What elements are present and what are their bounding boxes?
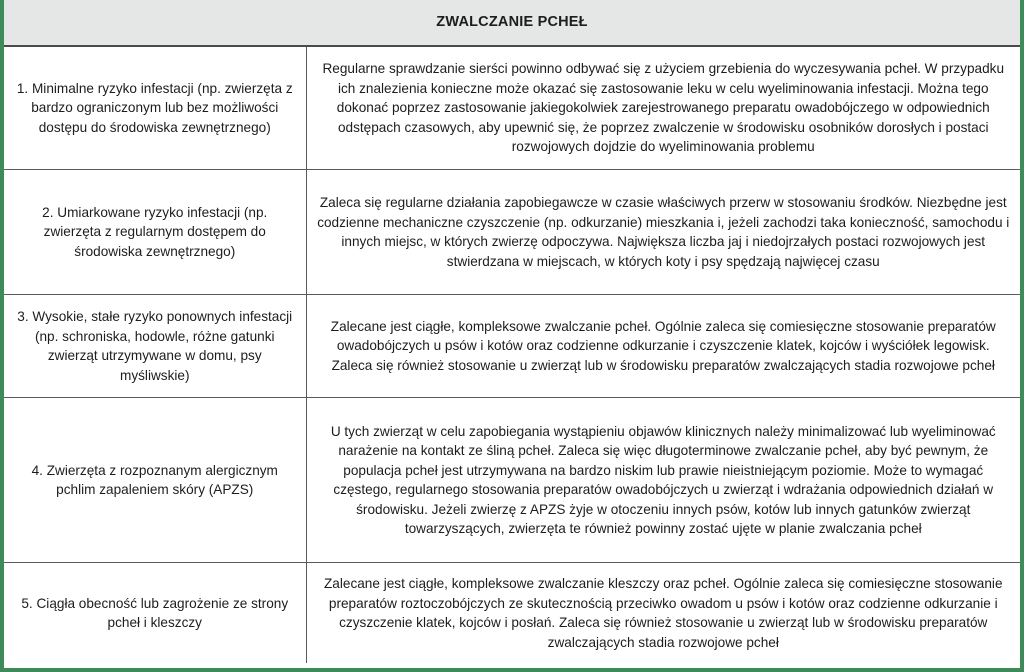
recommendation-cell: U tych zwierząt w celu zapobiegania wystąpieniu objawów klinicznych należy minimalizować lub wyeliminować narażenie na kontakt ze śliną pcheł. Zaleca się więc długoterminowe zwalczanie pcheł, aby być pewnym, że populacja pcheł jest utrzymywana na bardzo niskim lub prawie nieistniejącym poziomie. Może to wymagać częstego, regularnego stosowania preparatów owadobójczych u zwierząt i wdrażania odpowiednich działań w środowisku. Jeżeli zwierzę z APZS żyje w otoczeniu innych psów, kotów lub innych gatunków zwierząt towarzyszących, zwierzęta te również powinny zostać ujęte w planie zwalczania pcheł — [306, 398, 1020, 563]
recommendation-cell: Regularne sprawdzanie sierści powinno odbywać się z użyciem grzebienia do wyczesywania pcheł. W przypadku ich znalezienia konieczne może okazać się zastosowanie leku w celu wyeliminowania infestacji. Można tego dokonać poprzez zastosowanie jakiegokolwiek zarejestrowanego preparatu owadobójczego w odpowiednich odstępach czasowych, aby upewnić się, że poprzez zwalczenie w środowisku osobników dorosłych i postaci rozwojowych dojdzie do wyeliminowania problemu — [306, 46, 1020, 170]
risk-level-cell: 1. Minimalne ryzyko infestacji (np. zwierzęta z bardzo ograniczonym lub bez możliwości dostępu do środowiska zewnętrznego) — [4, 46, 306, 170]
risk-level-cell: 3. Wysokie, stałe ryzyko ponownych infestacji (np. schroniska, hodowle, różne gatunki zwierząt utrzymywane w domu, psy myśliwskie) — [4, 295, 306, 398]
table-row — [4, 170, 1020, 295]
table-row — [4, 46, 1020, 170]
table-row — [4, 295, 1020, 398]
recommendation-cell: Zalecane jest ciągłe, kompleksowe zwalczanie kleszczy oraz pcheł. Ogólnie zaleca się comiesięczne stosowanie preparatów roztoczobójczych ze skutecznością przeciwko owadom u psów i kotów oraz codzienne odkurzanie i czyszczenie klatek, kojców i posłań. Zaleca się również stosowanie u zwierząt lub w środowisku preparatów zwalczających stadia rozwojowe pcheł — [324, 576, 1003, 650]
recommendation-cell: Zaleca się regularne działania zapobiegawcze w czasie właściwych przerw w stosowaniu środków. Niezbędne jest codzienne mechaniczne czyszczenie (np. odkurzanie) mieszkania i, jeżeli zachodzi taka konieczność, samochodu i innych miejsc, w których zwierzę odpoczywa. Największa liczba jaj i niedojrzałych postaci rozwojowych jest stwierdzana w miejscach, w których koty i psy spędzają najwięcej czasu — [306, 170, 1020, 295]
recommendation-cell: Zalecane jest ciągłe, kompleksowe zwalczanie pcheł. Ogólnie zaleca się comiesięczne stosowanie preparatów owadobójczych u psów i kotów oraz codzienne odkurzanie i czyszczenie klatek, kojców i wyściółek legowisk. Zaleca się również stosowanie u zwierząt lub w środowisku preparatów zwalczających stadia rozwojowe pcheł — [306, 295, 1020, 398]
table-row — [4, 398, 1020, 563]
risk-level-cell: 2. Umiarkowane ryzyko infestacji (np. zwierzęta z regularnym dostępem do środowiska zewnętrznego) — [4, 170, 306, 295]
table-title: ZWALCZANIE PCHEŁ — [4, 0, 1020, 46]
flea-control-table — [4, 0, 1020, 663]
table-row — [4, 563, 1020, 664]
risk-level-cell: 5. Ciągła obecność lub zagrożenie ze strony pcheł i kleszczy — [4, 563, 306, 664]
risk-level-cell: 4. Zwierzęta z rozpoznanym alergicznym pchlim zapaleniem skóry (APZS) — [4, 398, 306, 563]
